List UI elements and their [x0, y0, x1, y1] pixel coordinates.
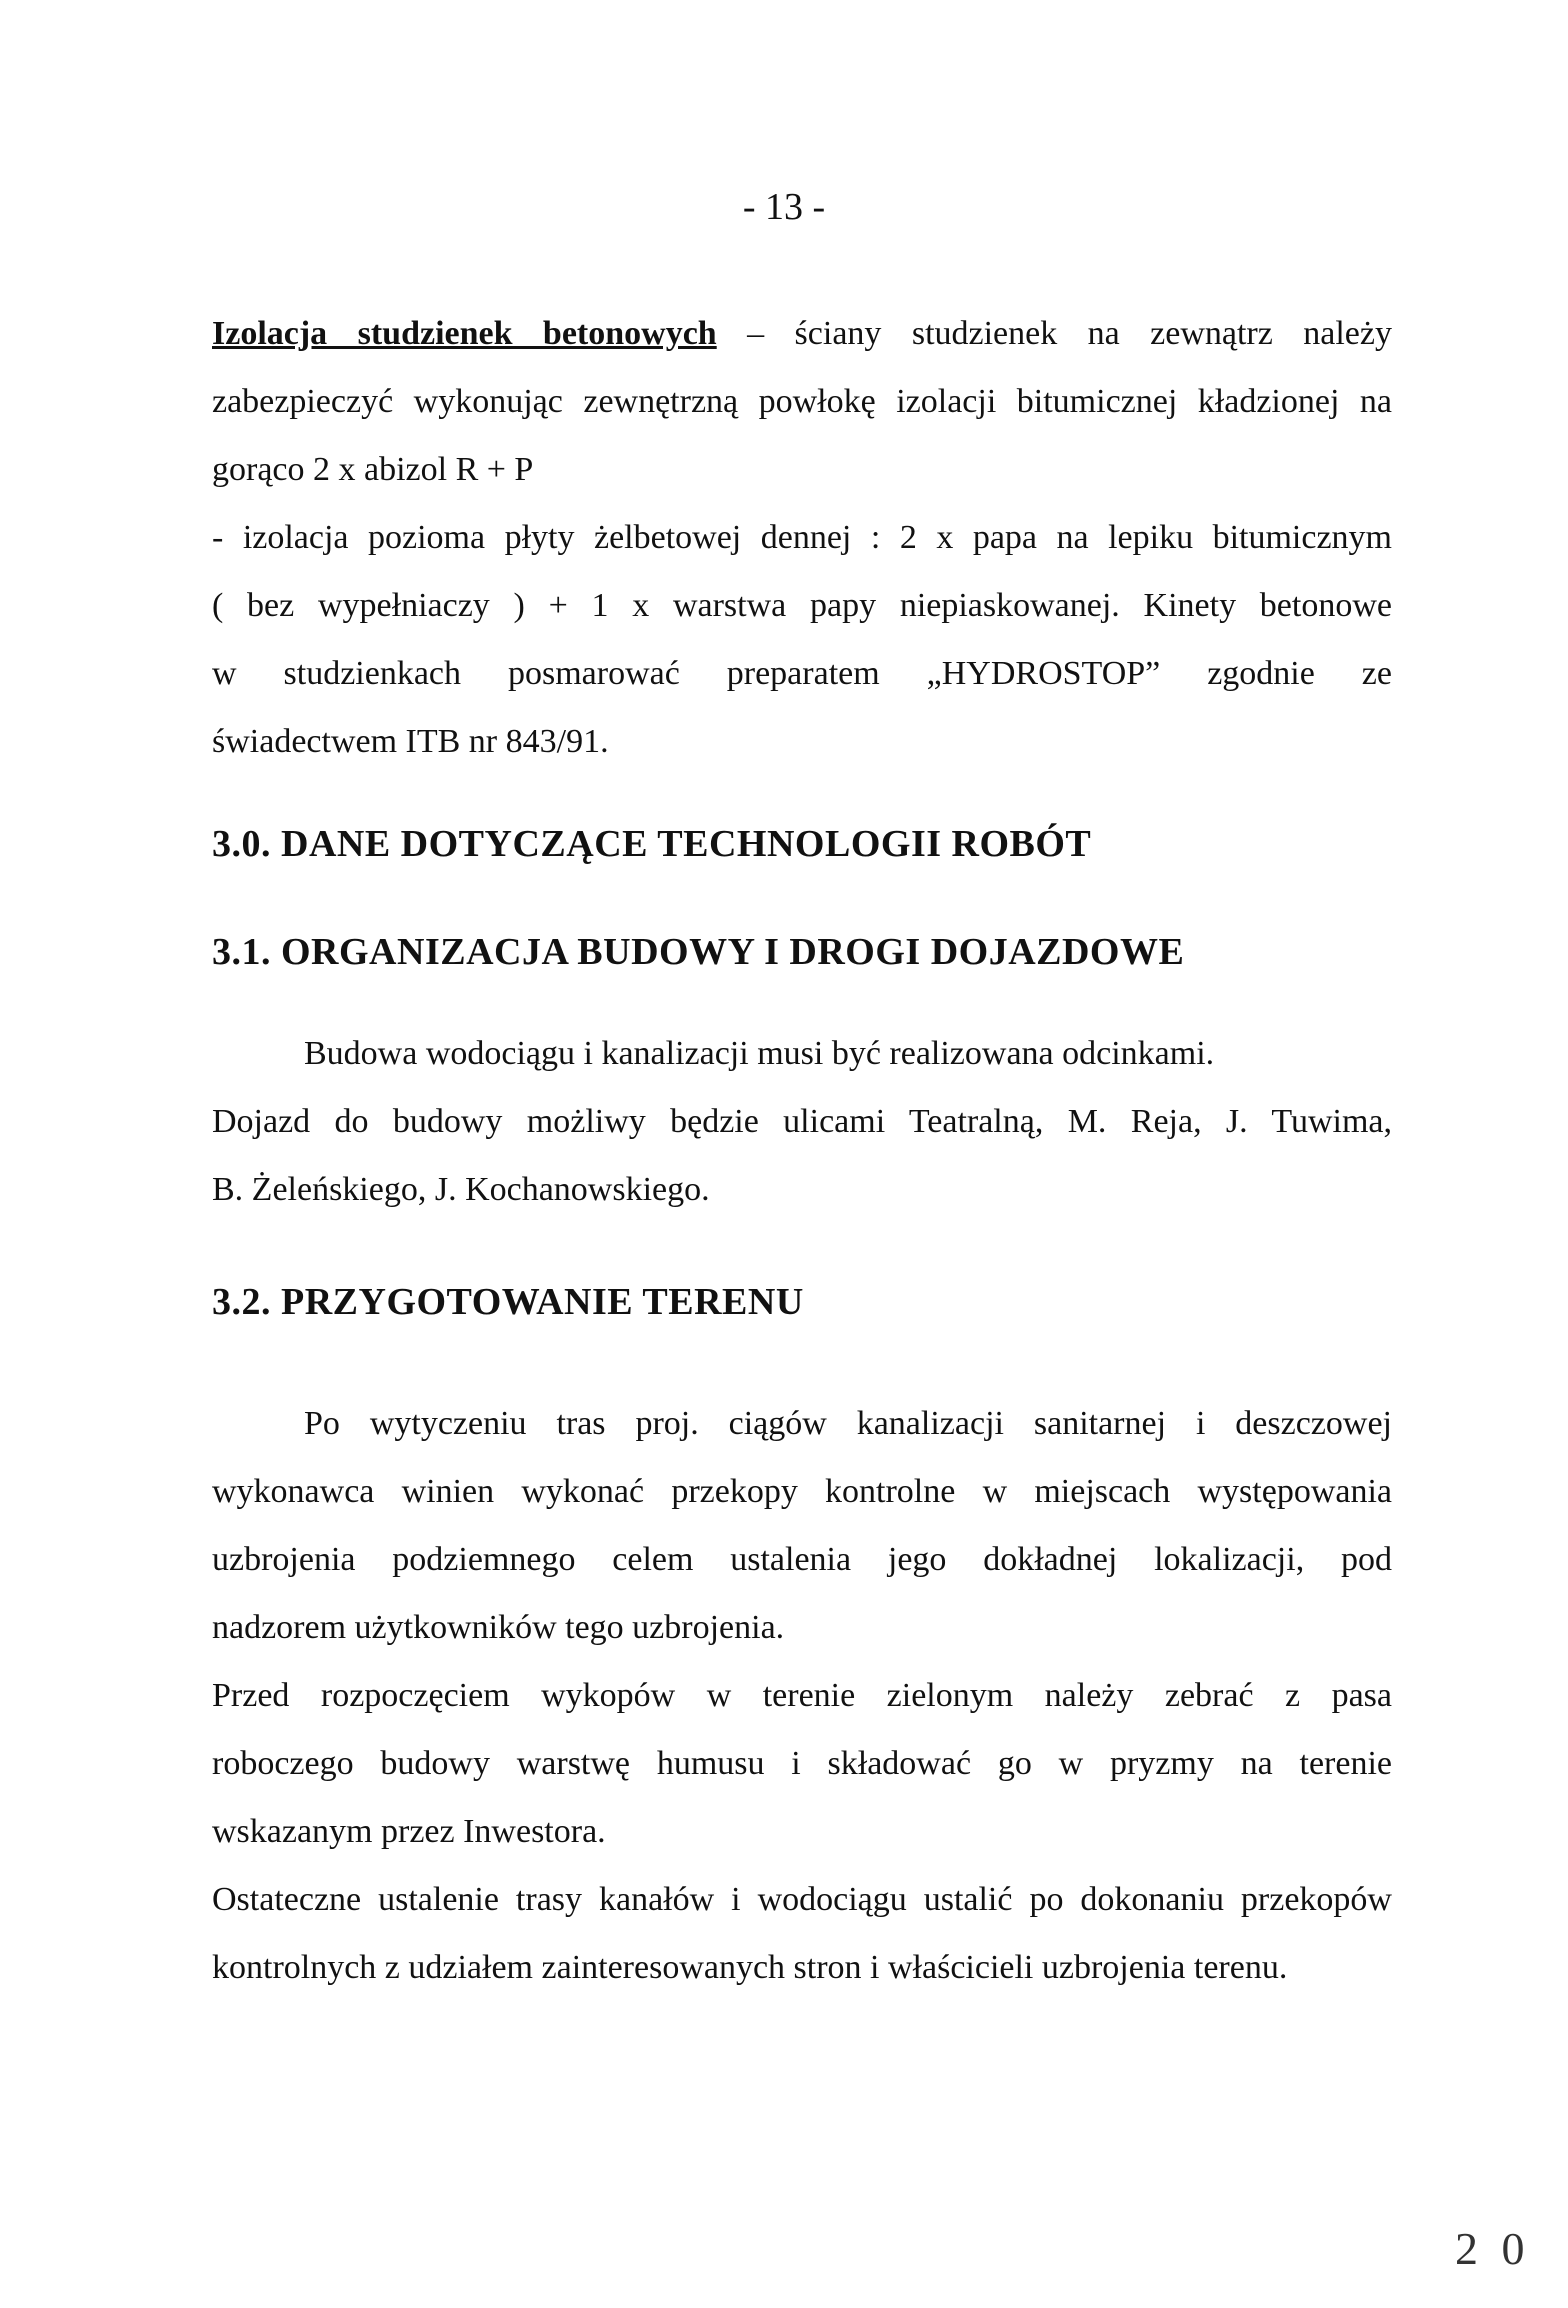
preparation-p2-line-3: wskazanym przez Inwestora. — [212, 1813, 606, 1850]
preparation-p1-line-2: wykonawca winien wykonać przekopy kontrolne w miejscach występowania — [212, 1473, 1392, 1510]
heading-3-0: 3.0. DANE DOTYCZĄCE TECHNOLOGII ROBÓT — [212, 823, 1092, 865]
isolation-line-1 — [212, 300, 1392, 368]
organization-line-3: B. Żeleńskiego, J. Kochanowskiego. — [212, 1171, 710, 1208]
organization-line-1: Budowa wodociągu i kanalizacji musi być realizowana odcinkami. — [304, 1035, 1215, 1072]
preparation-p2-line-2: roboczego budowy warstwę humusu i składować go w pryzmy na terenie — [212, 1745, 1392, 1782]
isolation-line-1-text: – ściany studzienek na zewnątrz należy — [716, 315, 1392, 352]
isolation-line-4: - izolacja pozioma płyty żelbetowej dennej : 2 x papa na lepiku bitumicznym — [212, 519, 1392, 556]
isolation-paragraph — [212, 300, 1392, 776]
isolation-line-6: w studzienkach posmarować preparatem „HYDROSTOP” zgodnie ze — [212, 655, 1392, 692]
preparation-p1-line-4: nadzorem użytkowników tego uzbrojenia. — [212, 1609, 785, 1646]
organization-line-2: Dojazd do budowy możliwy będzie ulicami Teatralną, M. Reja, J. Tuwima, — [212, 1103, 1392, 1140]
heading-3-2: 3.2. PRZYGOTOWANIE TERENU — [212, 1281, 804, 1323]
preparation-p3-line-1: Ostateczne ustalenie trasy kanałów i wodociągu ustalić po dokonaniu przekopów — [212, 1881, 1392, 1918]
preparation-paragraph — [212, 1390, 1392, 2002]
page-number: - 13 - — [742, 186, 826, 228]
isolation-line-3: gorąco 2 x abizol R + P — [212, 451, 534, 488]
handwritten-page-mark: 2 0 — [1455, 2223, 1531, 2274]
isolation-line-2: zabezpieczyć wykonując zewnętrzną powłokę izolacji bitumicznej kładzionej na — [212, 383, 1392, 420]
organization-paragraph — [212, 1020, 1392, 1224]
preparation-p1-line-3: uzbrojenia podziemnego celem ustalenia jego dokładnej lokalizacji, pod — [212, 1541, 1392, 1578]
isolation-title: Izolacja studzienek betonowych — [212, 315, 717, 352]
preparation-p2-line-1: Przed rozpoczęciem wykopów w terenie zielonym należy zebrać z pasa — [212, 1677, 1392, 1714]
isolation-line-5: ( bez wypełniaczy ) + 1 x warstwa papy niepiaskowanej. Kinety betonowe — [212, 587, 1392, 624]
preparation-p1-line-1: Po wytyczeniu tras proj. ciągów kanalizacji sanitarnej i deszczowej — [304, 1405, 1392, 1442]
isolation-line-7: świadectwem ITB nr 843/91. — [212, 723, 609, 760]
preparation-p3-line-2: kontrolnych z udziałem zainteresowanych stron i właścicieli uzbrojenia terenu. — [212, 1949, 1288, 1986]
heading-3-1: 3.1. ORGANIZACJA BUDOWY I DROGI DOJAZDOWE — [212, 931, 1185, 973]
